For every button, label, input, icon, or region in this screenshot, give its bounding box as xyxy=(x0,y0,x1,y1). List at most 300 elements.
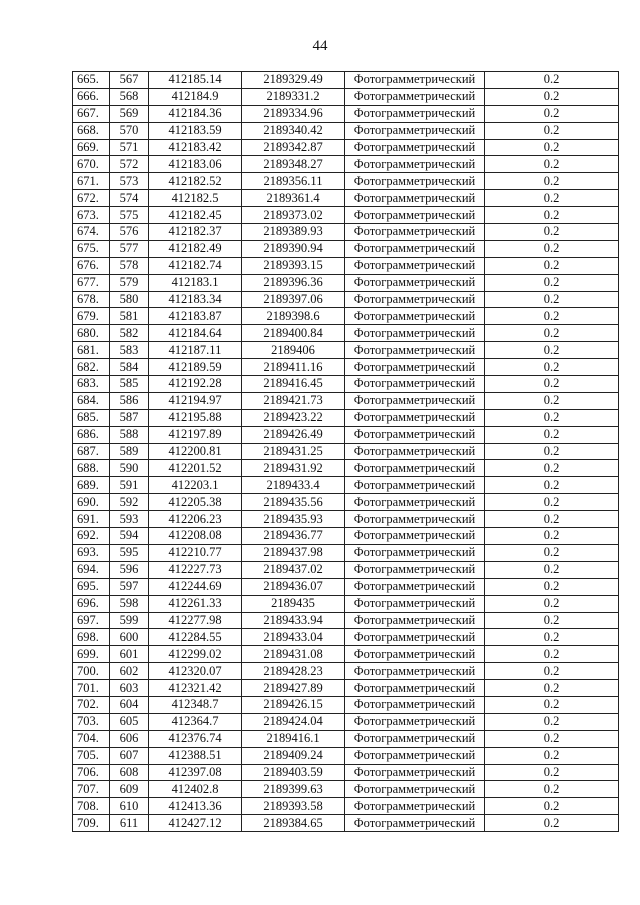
row-number-cell: 708. xyxy=(73,798,110,815)
method-cell: Фотограмметрический xyxy=(345,426,485,443)
x-coordinate-cell: 412206.23 xyxy=(149,511,242,528)
point-number-cell: 581 xyxy=(110,308,149,325)
x-coordinate-cell: 412183.34 xyxy=(149,291,242,308)
y-coordinate-cell: 2189393.15 xyxy=(242,257,345,274)
table-row xyxy=(73,257,619,274)
x-coordinate-cell: 412183.59 xyxy=(149,122,242,139)
precision-cell: 0.2 xyxy=(485,663,619,680)
row-number-cell: 672. xyxy=(73,190,110,207)
precision-cell: 0.2 xyxy=(485,122,619,139)
row-number-cell: 696. xyxy=(73,595,110,612)
row-number-cell: 703. xyxy=(73,713,110,730)
row-number-cell: 689. xyxy=(73,477,110,494)
method-cell: Фотограмметрический xyxy=(345,190,485,207)
method-cell: Фотограмметрический xyxy=(345,528,485,545)
table-row xyxy=(73,561,619,578)
y-coordinate-cell: 2189428.23 xyxy=(242,663,345,680)
y-coordinate-cell: 2189435.56 xyxy=(242,494,345,511)
table-row xyxy=(73,629,619,646)
row-number-cell: 692. xyxy=(73,528,110,545)
precision-cell: 0.2 xyxy=(485,72,619,89)
method-cell: Фотограмметрический xyxy=(345,781,485,798)
row-number-cell: 687. xyxy=(73,443,110,460)
precision-cell: 0.2 xyxy=(485,696,619,713)
method-cell: Фотограмметрический xyxy=(345,308,485,325)
x-coordinate-cell: 412364.7 xyxy=(149,713,242,730)
point-number-cell: 611 xyxy=(110,815,149,832)
point-number-cell: 578 xyxy=(110,257,149,274)
x-coordinate-cell: 412208.08 xyxy=(149,528,242,545)
precision-cell: 0.2 xyxy=(485,308,619,325)
x-coordinate-cell: 412320.07 xyxy=(149,663,242,680)
table-row xyxy=(73,105,619,122)
method-cell: Фотограмметрический xyxy=(345,815,485,832)
method-cell: Фотограмметрический xyxy=(345,764,485,781)
x-coordinate-cell: 412182.5 xyxy=(149,190,242,207)
method-cell: Фотограмметрический xyxy=(345,730,485,747)
y-coordinate-cell: 2189411.16 xyxy=(242,359,345,376)
method-cell: Фотограмметрический xyxy=(345,578,485,595)
method-cell: Фотограмметрический xyxy=(345,443,485,460)
table-row xyxy=(73,747,619,764)
row-number-cell: 686. xyxy=(73,426,110,443)
x-coordinate-cell: 412277.98 xyxy=(149,612,242,629)
table-row xyxy=(73,274,619,291)
coordinates-table-body xyxy=(73,72,619,832)
x-coordinate-cell: 412261.33 xyxy=(149,595,242,612)
precision-cell: 0.2 xyxy=(485,156,619,173)
y-coordinate-cell: 2189398.6 xyxy=(242,308,345,325)
y-coordinate-cell: 2189397.06 xyxy=(242,291,345,308)
x-coordinate-cell: 412376.74 xyxy=(149,730,242,747)
x-coordinate-cell: 412192.28 xyxy=(149,376,242,393)
y-coordinate-cell: 2189431.08 xyxy=(242,646,345,663)
table-row xyxy=(73,544,619,561)
coordinates-table xyxy=(72,71,619,832)
point-number-cell: 585 xyxy=(110,376,149,393)
y-coordinate-cell: 2189427.89 xyxy=(242,680,345,697)
precision-cell: 0.2 xyxy=(485,511,619,528)
y-coordinate-cell: 2189431.25 xyxy=(242,443,345,460)
table-row xyxy=(73,291,619,308)
y-coordinate-cell: 2189435 xyxy=(242,595,345,612)
method-cell: Фотограмметрический xyxy=(345,173,485,190)
x-coordinate-cell: 412183.06 xyxy=(149,156,242,173)
precision-cell: 0.2 xyxy=(485,325,619,342)
table-row xyxy=(73,595,619,612)
point-number-cell: 580 xyxy=(110,291,149,308)
row-number-cell: 684. xyxy=(73,392,110,409)
method-cell: Фотограмметрический xyxy=(345,274,485,291)
point-number-cell: 567 xyxy=(110,72,149,89)
point-number-cell: 607 xyxy=(110,747,149,764)
x-coordinate-cell: 412402.8 xyxy=(149,781,242,798)
table-row xyxy=(73,494,619,511)
y-coordinate-cell: 2189437.98 xyxy=(242,544,345,561)
precision-cell: 0.2 xyxy=(485,342,619,359)
y-coordinate-cell: 2189396.36 xyxy=(242,274,345,291)
row-number-cell: 665. xyxy=(73,72,110,89)
table-row xyxy=(73,392,619,409)
table-row xyxy=(73,578,619,595)
precision-cell: 0.2 xyxy=(485,629,619,646)
y-coordinate-cell: 2189416.45 xyxy=(242,376,345,393)
y-coordinate-cell: 2189342.87 xyxy=(242,139,345,156)
method-cell: Фотограмметрический xyxy=(345,156,485,173)
point-number-cell: 596 xyxy=(110,561,149,578)
y-coordinate-cell: 2189426.15 xyxy=(242,696,345,713)
point-number-cell: 597 xyxy=(110,578,149,595)
row-number-cell: 682. xyxy=(73,359,110,376)
precision-cell: 0.2 xyxy=(485,730,619,747)
x-coordinate-cell: 412388.51 xyxy=(149,747,242,764)
page-number: 44 xyxy=(312,38,328,54)
method-cell: Фотограмметрический xyxy=(345,122,485,139)
precision-cell: 0.2 xyxy=(485,612,619,629)
point-number-cell: 590 xyxy=(110,460,149,477)
y-coordinate-cell: 2189431.92 xyxy=(242,460,345,477)
y-coordinate-cell: 2189348.27 xyxy=(242,156,345,173)
point-number-cell: 579 xyxy=(110,274,149,291)
precision-cell: 0.2 xyxy=(485,291,619,308)
x-coordinate-cell: 412182.52 xyxy=(149,173,242,190)
point-number-cell: 610 xyxy=(110,798,149,815)
x-coordinate-cell: 412189.59 xyxy=(149,359,242,376)
y-coordinate-cell: 2189389.93 xyxy=(242,224,345,241)
x-coordinate-cell: 412194.97 xyxy=(149,392,242,409)
precision-cell: 0.2 xyxy=(485,105,619,122)
y-coordinate-cell: 2189390.94 xyxy=(242,240,345,257)
method-cell: Фотограмметрический xyxy=(345,224,485,241)
x-coordinate-cell: 412210.77 xyxy=(149,544,242,561)
table-row xyxy=(73,308,619,325)
point-number-cell: 592 xyxy=(110,494,149,511)
row-number-cell: 671. xyxy=(73,173,110,190)
table-row xyxy=(73,680,619,697)
row-number-cell: 705. xyxy=(73,747,110,764)
x-coordinate-cell: 412183.42 xyxy=(149,139,242,156)
row-number-cell: 688. xyxy=(73,460,110,477)
precision-cell: 0.2 xyxy=(485,139,619,156)
x-coordinate-cell: 412185.14 xyxy=(149,72,242,89)
y-coordinate-cell: 2189399.63 xyxy=(242,781,345,798)
table-row xyxy=(73,477,619,494)
point-number-cell: 570 xyxy=(110,122,149,139)
y-coordinate-cell: 2189409.24 xyxy=(242,747,345,764)
method-cell: Фотограмметрический xyxy=(345,88,485,105)
table-row xyxy=(73,190,619,207)
precision-cell: 0.2 xyxy=(485,477,619,494)
y-coordinate-cell: 2189433.04 xyxy=(242,629,345,646)
x-coordinate-cell: 412195.88 xyxy=(149,409,242,426)
point-number-cell: 603 xyxy=(110,680,149,697)
row-number-cell: 666. xyxy=(73,88,110,105)
row-number-cell: 693. xyxy=(73,544,110,561)
x-coordinate-cell: 412201.52 xyxy=(149,460,242,477)
x-coordinate-cell: 412187.11 xyxy=(149,342,242,359)
table-row xyxy=(73,730,619,747)
row-number-cell: 699. xyxy=(73,646,110,663)
table-row xyxy=(73,409,619,426)
y-coordinate-cell: 2189421.73 xyxy=(242,392,345,409)
point-number-cell: 582 xyxy=(110,325,149,342)
method-cell: Фотограмметрический xyxy=(345,680,485,697)
y-coordinate-cell: 2189331.2 xyxy=(242,88,345,105)
x-coordinate-cell: 412182.74 xyxy=(149,257,242,274)
point-number-cell: 577 xyxy=(110,240,149,257)
y-coordinate-cell: 2189423.22 xyxy=(242,409,345,426)
precision-cell: 0.2 xyxy=(485,680,619,697)
row-number-cell: 676. xyxy=(73,257,110,274)
row-number-cell: 678. xyxy=(73,291,110,308)
method-cell: Фотограмметрический xyxy=(345,240,485,257)
precision-cell: 0.2 xyxy=(485,88,619,105)
row-number-cell: 674. xyxy=(73,224,110,241)
y-coordinate-cell: 2189373.02 xyxy=(242,207,345,224)
point-number-cell: 591 xyxy=(110,477,149,494)
method-cell: Фотограмметрический xyxy=(345,139,485,156)
point-number-cell: 605 xyxy=(110,713,149,730)
table-row xyxy=(73,342,619,359)
method-cell: Фотограмметрический xyxy=(345,544,485,561)
point-number-cell: 600 xyxy=(110,629,149,646)
x-coordinate-cell: 412184.64 xyxy=(149,325,242,342)
method-cell: Фотограмметрический xyxy=(345,612,485,629)
y-coordinate-cell: 2189334.96 xyxy=(242,105,345,122)
x-coordinate-cell: 412321.42 xyxy=(149,680,242,697)
table-row xyxy=(73,240,619,257)
method-cell: Фотограмметрический xyxy=(345,291,485,308)
precision-cell: 0.2 xyxy=(485,240,619,257)
point-number-cell: 609 xyxy=(110,781,149,798)
row-number-cell: 707. xyxy=(73,781,110,798)
point-number-cell: 599 xyxy=(110,612,149,629)
method-cell: Фотограмметрический xyxy=(345,561,485,578)
table-row xyxy=(73,696,619,713)
row-number-cell: 706. xyxy=(73,764,110,781)
y-coordinate-cell: 2189433.4 xyxy=(242,477,345,494)
method-cell: Фотограмметрический xyxy=(345,629,485,646)
method-cell: Фотограмметрический xyxy=(345,376,485,393)
method-cell: Фотограмметрический xyxy=(345,511,485,528)
x-coordinate-cell: 412227.73 xyxy=(149,561,242,578)
precision-cell: 0.2 xyxy=(485,646,619,663)
x-coordinate-cell: 412427.12 xyxy=(149,815,242,832)
precision-cell: 0.2 xyxy=(485,426,619,443)
method-cell: Фотограмметрический xyxy=(345,342,485,359)
precision-cell: 0.2 xyxy=(485,376,619,393)
point-number-cell: 604 xyxy=(110,696,149,713)
x-coordinate-cell: 412284.55 xyxy=(149,629,242,646)
row-number-cell: 698. xyxy=(73,629,110,646)
table-row xyxy=(73,122,619,139)
row-number-cell: 694. xyxy=(73,561,110,578)
point-number-cell: 608 xyxy=(110,764,149,781)
method-cell: Фотограмметрический xyxy=(345,696,485,713)
point-number-cell: 586 xyxy=(110,392,149,409)
y-coordinate-cell: 2189361.4 xyxy=(242,190,345,207)
table-row xyxy=(73,663,619,680)
x-coordinate-cell: 412203.1 xyxy=(149,477,242,494)
precision-cell: 0.2 xyxy=(485,528,619,545)
method-cell: Фотограмметрический xyxy=(345,595,485,612)
y-coordinate-cell: 2189340.42 xyxy=(242,122,345,139)
x-coordinate-cell: 412183.87 xyxy=(149,308,242,325)
point-number-cell: 572 xyxy=(110,156,149,173)
table-row xyxy=(73,359,619,376)
row-number-cell: 691. xyxy=(73,511,110,528)
y-coordinate-cell: 2189424.04 xyxy=(242,713,345,730)
table-row xyxy=(73,173,619,190)
method-cell: Фотограмметрический xyxy=(345,747,485,764)
table-row xyxy=(73,426,619,443)
precision-cell: 0.2 xyxy=(485,443,619,460)
point-number-cell: 606 xyxy=(110,730,149,747)
precision-cell: 0.2 xyxy=(485,781,619,798)
precision-cell: 0.2 xyxy=(485,173,619,190)
row-number-cell: 681. xyxy=(73,342,110,359)
method-cell: Фотограмметрический xyxy=(345,460,485,477)
point-number-cell: 571 xyxy=(110,139,149,156)
method-cell: Фотограмметрический xyxy=(345,798,485,815)
method-cell: Фотограмметрический xyxy=(345,325,485,342)
precision-cell: 0.2 xyxy=(485,747,619,764)
row-number-cell: 677. xyxy=(73,274,110,291)
precision-cell: 0.2 xyxy=(485,713,619,730)
point-number-cell: 576 xyxy=(110,224,149,241)
y-coordinate-cell: 2189329.49 xyxy=(242,72,345,89)
y-coordinate-cell: 2189435.93 xyxy=(242,511,345,528)
method-cell: Фотограмметрический xyxy=(345,477,485,494)
point-number-cell: 583 xyxy=(110,342,149,359)
point-number-cell: 568 xyxy=(110,88,149,105)
precision-cell: 0.2 xyxy=(485,257,619,274)
point-number-cell: 588 xyxy=(110,426,149,443)
table-row xyxy=(73,511,619,528)
x-coordinate-cell: 412244.69 xyxy=(149,578,242,595)
table-row xyxy=(73,443,619,460)
method-cell: Фотограмметрический xyxy=(345,105,485,122)
table-row xyxy=(73,72,619,89)
precision-cell: 0.2 xyxy=(485,274,619,291)
y-coordinate-cell: 2189400.84 xyxy=(242,325,345,342)
precision-cell: 0.2 xyxy=(485,798,619,815)
row-number-cell: 668. xyxy=(73,122,110,139)
row-number-cell: 673. xyxy=(73,207,110,224)
table-row xyxy=(73,207,619,224)
precision-cell: 0.2 xyxy=(485,409,619,426)
point-number-cell: 574 xyxy=(110,190,149,207)
y-coordinate-cell: 2189436.77 xyxy=(242,528,345,545)
method-cell: Фотограмметрический xyxy=(345,72,485,89)
table-row xyxy=(73,713,619,730)
precision-cell: 0.2 xyxy=(485,359,619,376)
point-number-cell: 573 xyxy=(110,173,149,190)
table-row xyxy=(73,224,619,241)
method-cell: Фотограмметрический xyxy=(345,409,485,426)
method-cell: Фотограмметрический xyxy=(345,646,485,663)
x-coordinate-cell: 412205.38 xyxy=(149,494,242,511)
method-cell: Фотограмметрический xyxy=(345,392,485,409)
y-coordinate-cell: 2189433.94 xyxy=(242,612,345,629)
precision-cell: 0.2 xyxy=(485,392,619,409)
row-number-cell: 679. xyxy=(73,308,110,325)
method-cell: Фотограмметрический xyxy=(345,713,485,730)
precision-cell: 0.2 xyxy=(485,190,619,207)
point-number-cell: 593 xyxy=(110,511,149,528)
precision-cell: 0.2 xyxy=(485,561,619,578)
x-coordinate-cell: 412397.08 xyxy=(149,764,242,781)
table-row xyxy=(73,612,619,629)
table-row xyxy=(73,781,619,798)
row-number-cell: 675. xyxy=(73,240,110,257)
table-row xyxy=(73,528,619,545)
x-coordinate-cell: 412348.7 xyxy=(149,696,242,713)
row-number-cell: 697. xyxy=(73,612,110,629)
x-coordinate-cell: 412184.36 xyxy=(149,105,242,122)
table-row xyxy=(73,646,619,663)
x-coordinate-cell: 412200.81 xyxy=(149,443,242,460)
x-coordinate-cell: 412184.9 xyxy=(149,88,242,105)
y-coordinate-cell: 2189416.1 xyxy=(242,730,345,747)
precision-cell: 0.2 xyxy=(485,207,619,224)
precision-cell: 0.2 xyxy=(485,494,619,511)
x-coordinate-cell: 412183.1 xyxy=(149,274,242,291)
precision-cell: 0.2 xyxy=(485,764,619,781)
precision-cell: 0.2 xyxy=(485,578,619,595)
x-coordinate-cell: 412299.02 xyxy=(149,646,242,663)
table-row xyxy=(73,325,619,342)
y-coordinate-cell: 2189356.11 xyxy=(242,173,345,190)
row-number-cell: 695. xyxy=(73,578,110,595)
row-number-cell: 667. xyxy=(73,105,110,122)
precision-cell: 0.2 xyxy=(485,815,619,832)
row-number-cell: 690. xyxy=(73,494,110,511)
table-row xyxy=(73,815,619,832)
point-number-cell: 569 xyxy=(110,105,149,122)
point-number-cell: 589 xyxy=(110,443,149,460)
row-number-cell: 709. xyxy=(73,815,110,832)
point-number-cell: 594 xyxy=(110,528,149,545)
point-number-cell: 595 xyxy=(110,544,149,561)
row-number-cell: 670. xyxy=(73,156,110,173)
x-coordinate-cell: 412413.36 xyxy=(149,798,242,815)
precision-cell: 0.2 xyxy=(485,595,619,612)
point-number-cell: 601 xyxy=(110,646,149,663)
table-row xyxy=(73,139,619,156)
point-number-cell: 587 xyxy=(110,409,149,426)
precision-cell: 0.2 xyxy=(485,460,619,477)
row-number-cell: 683. xyxy=(73,376,110,393)
y-coordinate-cell: 2189437.02 xyxy=(242,561,345,578)
table-row xyxy=(73,798,619,815)
table-row xyxy=(73,460,619,477)
point-number-cell: 584 xyxy=(110,359,149,376)
method-cell: Фотограмметрический xyxy=(345,663,485,680)
row-number-cell: 700. xyxy=(73,663,110,680)
table-row xyxy=(73,376,619,393)
x-coordinate-cell: 412197.89 xyxy=(149,426,242,443)
row-number-cell: 669. xyxy=(73,139,110,156)
y-coordinate-cell: 2189384.65 xyxy=(242,815,345,832)
method-cell: Фотограмметрический xyxy=(345,257,485,274)
point-number-cell: 575 xyxy=(110,207,149,224)
x-coordinate-cell: 412182.37 xyxy=(149,224,242,241)
row-number-cell: 685. xyxy=(73,409,110,426)
point-number-cell: 598 xyxy=(110,595,149,612)
y-coordinate-cell: 2189393.58 xyxy=(242,798,345,815)
precision-cell: 0.2 xyxy=(485,544,619,561)
